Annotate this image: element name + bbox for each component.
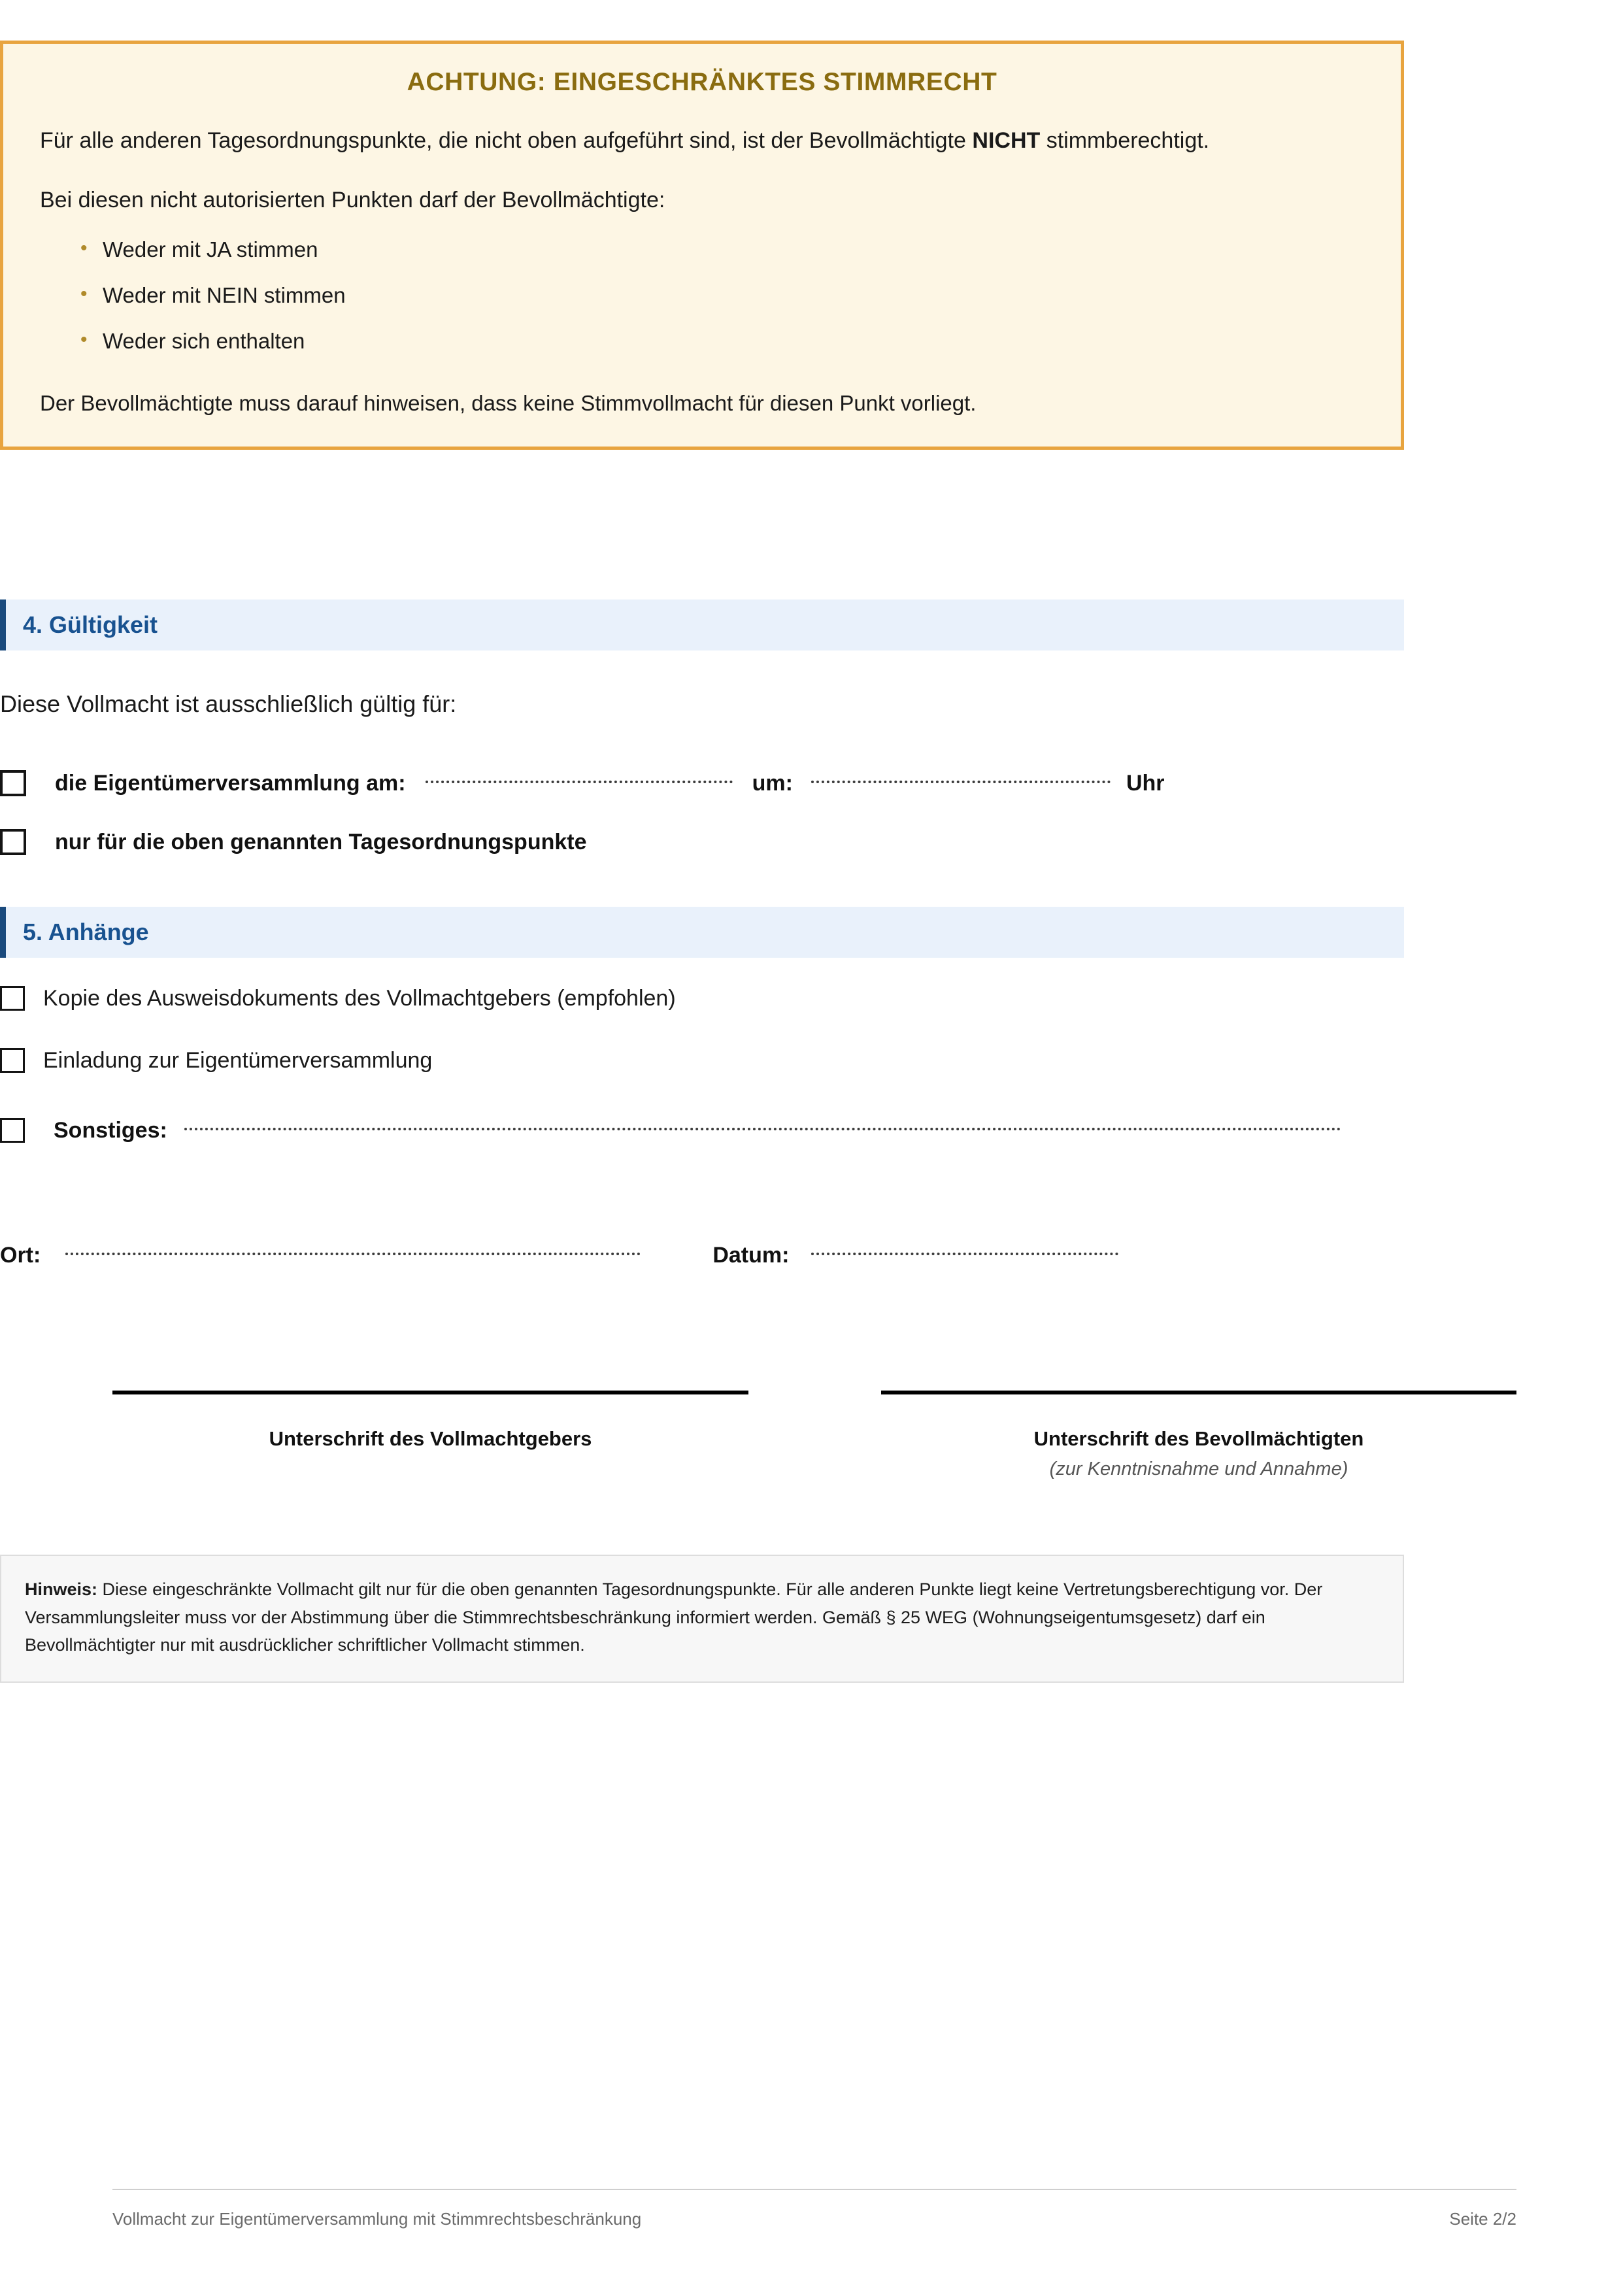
warning-closing-note: Der Bevollmächtigte muss darauf hinweisen, dass keine Stimmvollmacht für diesen Punkt vorliegt. bbox=[40, 390, 977, 415]
footer-page-number: Seite 2/2 bbox=[1449, 2209, 1516, 2229]
validity-lead-text: Diese Vollmacht ist ausschließlich gültig für: bbox=[0, 690, 457, 717]
prohibited-action-label: Weder mit JA stimmen bbox=[103, 237, 318, 262]
prohibited-action-label: Weder mit NEIN stimmen bbox=[103, 283, 346, 308]
legal-note-body: Diese eingeschränkte Vollmacht gilt nur für die oben genannten Tagesordnungspunkte. Für alle anderen Punkte liegt keine Vertretungsberechtigung vor. Der Versammlungsleiter muss vor der Abstimmung über die Stimmrechtsbeschränkung informiert werden. Gemäß § 25 WEG (Wohnungseigentumsgesetz) darf ein Bevollmächtigter nur mit ausdrücklicher schriftlicher Vollmacht stimmen. bbox=[25, 1579, 1323, 1655]
attachment-label: Kopie des Ausweisdokuments des Vollmachtgebers (empfohlen) bbox=[43, 986, 676, 1011]
restricted-voting-warning-box bbox=[0, 41, 1404, 450]
validity-meeting-label: die Eigentümerversammlung am: bbox=[55, 771, 406, 796]
validity-option-agenda-row[interactable] bbox=[0, 829, 587, 855]
attachment-other-input[interactable] bbox=[184, 1127, 1341, 1130]
date-input[interactable] bbox=[811, 1252, 1118, 1255]
signature-caption-grantor: Unterschrift des Vollmachtgebers bbox=[269, 1427, 592, 1450]
prohibited-action-label: Weder sich enthalten bbox=[103, 329, 305, 354]
warning-paragraph-1-emphasis: NICHT bbox=[972, 127, 1041, 153]
checkbox-validity-meeting[interactable] bbox=[0, 770, 26, 796]
warning-paragraph-1-pre: Für alle anderen Tagesordnungspunkte, die nicht oben aufgeführt sind, ist der Bevollmächtigte bbox=[40, 127, 973, 153]
warning-paragraph-2: Bei diesen nicht autorisierten Punkten darf der Bevollmächtigte: bbox=[40, 188, 665, 213]
attachment-label: Einladung zur Eigentümerversammlung bbox=[43, 1048, 433, 1073]
signature-line-proxy[interactable] bbox=[881, 1391, 1516, 1394]
warning-paragraph-1-post: stimmberechtigt. bbox=[1040, 127, 1210, 153]
legal-note-label: Hinweis: bbox=[25, 1579, 98, 1599]
warning-title: ACHTUNG: EINGESCHRÄNKTES STIMMRECHT bbox=[407, 68, 997, 96]
section-header-gueltigkeit bbox=[0, 599, 1404, 650]
checkbox-attachment-other[interactable] bbox=[0, 1118, 25, 1143]
checkbox-attachment-invitation[interactable] bbox=[0, 1048, 25, 1073]
date-label: Datum: bbox=[712, 1243, 790, 1268]
section-header-anhaenge bbox=[0, 907, 1404, 958]
list-item bbox=[80, 325, 1364, 358]
attachment-row-other[interactable] bbox=[0, 1118, 1341, 1143]
validity-agenda-label: nur für die oben genannten Tagesordnungspunkte bbox=[55, 830, 587, 854]
place-date-row[interactable] bbox=[0, 1244, 1118, 1266]
attachment-row-id-copy[interactable] bbox=[0, 986, 676, 1011]
attachment-other-label: Sonstiges: bbox=[54, 1118, 167, 1143]
signature-subcaption-proxy: (zur Kenntnisnahme und Annahme) bbox=[1049, 1459, 1348, 1479]
place-input[interactable] bbox=[65, 1252, 641, 1255]
legal-note-text bbox=[25, 1576, 1379, 1659]
section-header-title: 5. Anhänge bbox=[23, 919, 149, 945]
list-item bbox=[80, 233, 1364, 266]
warning-paragraph-1 bbox=[40, 124, 1364, 158]
footer-document-title: Vollmacht zur Eigentümerversammlung mit Stimmrechtsbeschränkung bbox=[112, 2209, 642, 2229]
attachment-row-invitation[interactable] bbox=[0, 1048, 432, 1073]
list-item bbox=[80, 279, 1364, 312]
meeting-date-input[interactable] bbox=[426, 780, 733, 783]
meeting-time-suffix-label: Uhr bbox=[1126, 771, 1165, 796]
footer-divider bbox=[112, 2189, 1516, 2190]
section-header-title: 4. Gültigkeit bbox=[23, 611, 158, 638]
bullet-icon: • bbox=[80, 283, 88, 305]
meeting-time-input[interactable] bbox=[811, 780, 1111, 783]
signature-caption-proxy: Unterschrift des Bevollmächtigten bbox=[1033, 1427, 1364, 1450]
legal-note-box bbox=[0, 1555, 1404, 1683]
checkbox-attachment-id-copy[interactable] bbox=[0, 986, 25, 1011]
signature-line-grantor[interactable] bbox=[112, 1391, 748, 1394]
bullet-icon: • bbox=[80, 237, 88, 260]
meeting-time-prefix-label: um: bbox=[752, 771, 793, 796]
prohibited-actions-list bbox=[40, 233, 1364, 358]
bullet-icon: • bbox=[80, 329, 88, 351]
checkbox-validity-agenda-only[interactable] bbox=[0, 829, 26, 855]
validity-option-meeting-row[interactable] bbox=[0, 770, 1165, 796]
place-label: Ort: bbox=[0, 1243, 41, 1268]
